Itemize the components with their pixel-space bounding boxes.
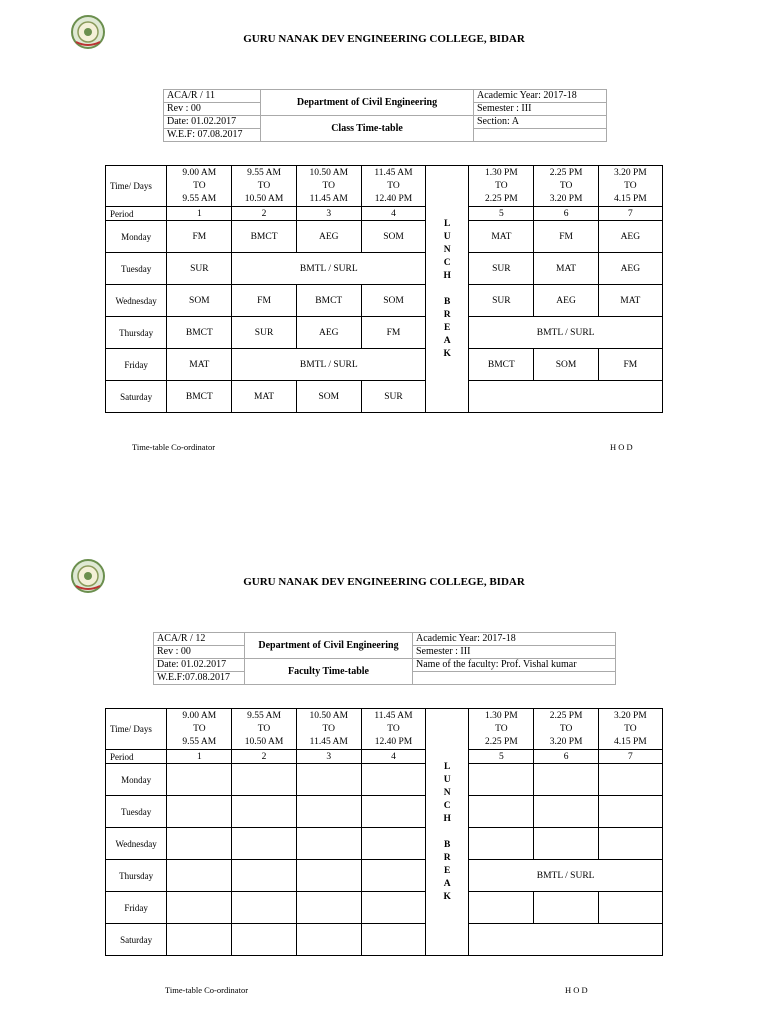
period-number: 4 [361, 207, 425, 221]
subject-cell: BMTL / SURL [469, 317, 663, 349]
lunch-letter: K [443, 891, 451, 902]
table-row [106, 221, 663, 253]
lunch-break-column [426, 166, 469, 413]
subject-cell [167, 796, 232, 828]
timetable-grid-2 [105, 708, 663, 956]
subject-cell [296, 892, 361, 924]
timetable-type: Class Time-table [261, 116, 474, 142]
lunch-letter: R [443, 852, 451, 863]
time-slot-line: TO [495, 180, 508, 191]
issue-date: Date: 01.02.2017 [154, 659, 245, 672]
subject-cell [534, 828, 598, 860]
day-label: Tuesday [106, 253, 167, 285]
subject-cell [469, 924, 663, 956]
time-slot-header [534, 166, 598, 207]
subject-cell: BMCT [232, 221, 296, 253]
period-number: 1 [167, 750, 232, 764]
subject-cell [534, 892, 598, 924]
time-slot-line: 2.25 PM [549, 710, 583, 721]
lunch-letter: E [443, 865, 451, 876]
hod-signature: H O D [610, 442, 633, 452]
time-slot-line: TO [193, 180, 206, 191]
header-table-2 [153, 632, 616, 685]
table-row [106, 285, 663, 317]
table-row [106, 828, 663, 860]
subject-cell [232, 796, 296, 828]
time-slot-line: 10.50 AM [309, 710, 349, 721]
time-slot-line: 3.20 PM [549, 193, 583, 204]
period-label: Period [106, 207, 167, 221]
time-slot-header [469, 709, 534, 750]
subject-cell [296, 924, 361, 956]
table-row [106, 764, 663, 796]
table-row [106, 924, 663, 956]
period-number: 6 [534, 207, 598, 221]
subject-cell: SUR [167, 253, 232, 285]
period-number: 1 [167, 207, 232, 221]
lunch-letter: K [443, 348, 451, 359]
period-number: 5 [469, 207, 534, 221]
period-number: 3 [296, 207, 361, 221]
time-slot-header [361, 709, 425, 750]
time-slot-line: 9.00 AM [182, 167, 217, 178]
revision: Rev : 00 [154, 646, 245, 659]
time-slot-line: 10.50 AM [309, 167, 349, 178]
lunch-letter: L [443, 761, 451, 772]
subject-cell [167, 892, 232, 924]
time-slot-line: 12.40 PM [374, 736, 413, 747]
subject-cell: SUR [232, 317, 296, 349]
day-label: Friday [106, 349, 167, 381]
timetable-grid-1 [105, 165, 663, 413]
subject-cell: SOM [361, 285, 425, 317]
time-slot-line: TO [624, 723, 637, 734]
table-row [106, 253, 663, 285]
table-row [106, 381, 663, 413]
section: Section: A [474, 116, 607, 129]
subject-cell [296, 796, 361, 828]
subject-cell: SUR [361, 381, 425, 413]
table-row [106, 796, 663, 828]
subject-cell [167, 764, 232, 796]
time-slot-line: 9.55 AM [182, 193, 217, 204]
subject-cell: MAT [598, 285, 662, 317]
day-label: Monday [106, 221, 167, 253]
subject-cell [469, 764, 534, 796]
period-number: 5 [469, 750, 534, 764]
subject-cell [232, 828, 296, 860]
lunch-letter: U [443, 231, 451, 242]
coordinator-signature: Time-table Co-ordinator [132, 442, 216, 452]
time-slot-line: TO [495, 723, 508, 734]
time-slot-header [598, 709, 662, 750]
header-table-1 [163, 89, 607, 142]
subject-cell: BMCT [167, 317, 232, 349]
subject-cell [361, 924, 425, 956]
period-number: 7 [598, 750, 662, 764]
subject-cell [534, 796, 598, 828]
lunch-letter [426, 283, 468, 296]
lunch-letter: L [443, 218, 451, 229]
subject-cell: AEG [598, 253, 662, 285]
subject-cell: MAT [232, 381, 296, 413]
department-name: Department of Civil Engineering [261, 90, 474, 116]
issue-date: Date: 01.02.2017 [164, 116, 261, 129]
subject-cell: FM [232, 285, 296, 317]
effective-date: W.E.F: 07.08.2017 [164, 129, 261, 142]
form-code: ACA/R / 11 [164, 90, 261, 103]
lunch-letter: H [443, 270, 451, 281]
table-row [106, 317, 663, 349]
lunch-letter: B [443, 296, 451, 307]
time-slot-line: 2.25 PM [484, 193, 518, 204]
table-row [106, 860, 663, 892]
time-slot-header [296, 709, 361, 750]
day-label: Wednesday [106, 828, 167, 860]
subject-cell [167, 828, 232, 860]
time-slot-line: TO [559, 180, 573, 191]
time-slot-line: 4.15 PM [613, 736, 647, 747]
subject-cell [361, 860, 425, 892]
day-label: Monday [106, 764, 167, 796]
time-slot-header [167, 166, 232, 207]
subject-cell: AEG [534, 285, 598, 317]
subject-cell: SOM [361, 221, 425, 253]
lunch-break-column [426, 709, 469, 956]
day-label: Friday [106, 892, 167, 924]
subject-cell [296, 828, 361, 860]
subject-cell [232, 860, 296, 892]
period-number: 2 [232, 207, 296, 221]
period-number: 4 [361, 750, 425, 764]
subject-cell [469, 892, 534, 924]
time-slot-line: 3.20 PM [613, 167, 647, 178]
lunch-letter: C [443, 800, 451, 811]
subject-cell: FM [534, 221, 598, 253]
time-slot-line: TO [322, 723, 336, 734]
day-label: Saturday [106, 381, 167, 413]
day-label: Wednesday [106, 285, 167, 317]
subject-cell [469, 828, 534, 860]
academic-year: Academic Year: 2017-18 [474, 90, 607, 103]
subject-cell: AEG [296, 221, 361, 253]
semester: Semester : III [474, 103, 607, 116]
subject-cell: SOM [296, 381, 361, 413]
subject-cell: MAT [469, 221, 534, 253]
table-row [106, 892, 663, 924]
period-number: 3 [296, 750, 361, 764]
lunch-letter: U [443, 774, 451, 785]
period-label: Period [106, 750, 167, 764]
subject-cell [361, 892, 425, 924]
time-slot-line: 1.30 PM [484, 710, 518, 721]
time-slot-line: 2.25 PM [549, 167, 583, 178]
lunch-letter: B [443, 839, 451, 850]
hod-signature: H O D [565, 985, 588, 995]
department-name: Department of Civil Engineering [245, 633, 413, 659]
subject-cell [232, 892, 296, 924]
subject-cell: MAT [167, 349, 232, 381]
subject-cell: BMTL / SURL [232, 349, 426, 381]
time-slot-line: 11.45 AM [309, 193, 348, 204]
revision: Rev : 00 [164, 103, 261, 116]
time-slot-line: TO [624, 180, 637, 191]
subject-cell: SOM [167, 285, 232, 317]
subject-cell: SUR [469, 253, 534, 285]
academic-year: Academic Year: 2017-18 [413, 633, 616, 646]
subject-cell [469, 796, 534, 828]
subject-cell: BMCT [469, 349, 534, 381]
time-slot-header [598, 166, 662, 207]
time-slot-line: 11.45 AM [374, 167, 413, 178]
lunch-letter: C [443, 257, 451, 268]
time-slot-header [167, 709, 232, 750]
subject-cell: SOM [534, 349, 598, 381]
time-slot-line: 3.20 PM [549, 736, 583, 747]
day-label: Tuesday [106, 796, 167, 828]
time-slot-line: TO [322, 180, 336, 191]
college-title: GURU NANAK DEV ENGINEERING COLLEGE, BIDAR [243, 576, 525, 588]
faculty-name: Name of the faculty: Prof. Vishal kumar [413, 659, 616, 672]
effective-date: W.E.F:07.08.2017 [154, 672, 245, 685]
time-slot-header [296, 166, 361, 207]
subject-cell [598, 796, 662, 828]
subject-cell [296, 764, 361, 796]
subject-cell [361, 828, 425, 860]
lunch-letter: A [443, 878, 451, 889]
time-slot-header [469, 166, 534, 207]
time-slot-line: 9.55 AM [247, 710, 281, 721]
subject-cell: FM [167, 221, 232, 253]
period-number: 2 [232, 750, 296, 764]
time-slot-line: 3.20 PM [613, 710, 647, 721]
subject-cell: MAT [534, 253, 598, 285]
timetable-type: Faculty Time-table [245, 659, 413, 685]
time-slot-line: TO [387, 180, 400, 191]
time-slot-line: 9.55 AM [247, 167, 281, 178]
period-number: 6 [534, 750, 598, 764]
subject-cell: FM [598, 349, 662, 381]
time-slot-line: 11.45 AM [309, 736, 348, 747]
subject-cell: BMTL / SURL [232, 253, 426, 285]
subject-cell: BMCT [167, 381, 232, 413]
time-slot-line: 11.45 AM [374, 710, 413, 721]
time-slot-line: TO [387, 723, 400, 734]
time-slot-line: TO [257, 723, 271, 734]
subject-cell: BMCT [296, 285, 361, 317]
subject-cell [167, 924, 232, 956]
semester: Semester : III [413, 646, 616, 659]
time-slot-line: 12.40 PM [374, 193, 413, 204]
lunch-letter: E [443, 322, 451, 333]
lunch-letter: H [443, 813, 451, 824]
subject-cell: SUR [469, 285, 534, 317]
subject-cell [469, 381, 663, 413]
time-slot-line: TO [257, 180, 271, 191]
time-slot-line: 9.00 AM [182, 710, 217, 721]
subject-cell [534, 764, 598, 796]
period-number: 7 [598, 207, 662, 221]
time-days-header: Time/ Days [106, 166, 167, 207]
time-slot-line: 9.55 AM [182, 736, 217, 747]
subject-cell [598, 764, 662, 796]
subject-cell: BMTL / SURL [469, 860, 663, 892]
subject-cell: AEG [598, 221, 662, 253]
subject-cell: AEG [296, 317, 361, 349]
time-slot-header [361, 166, 425, 207]
time-slot-header [534, 709, 598, 750]
time-slot-line: TO [193, 723, 206, 734]
day-label: Saturday [106, 924, 167, 956]
lunch-letter: N [443, 787, 451, 798]
subject-cell [296, 860, 361, 892]
college-title: GURU NANAK DEV ENGINEERING COLLEGE, BIDAR [243, 33, 525, 45]
table-row [106, 349, 663, 381]
subject-cell [167, 860, 232, 892]
time-slot-line: 10.50 AM [244, 736, 284, 747]
day-label: Thursday [106, 317, 167, 349]
time-slot-line: 4.15 PM [613, 193, 647, 204]
time-slot-line: 10.50 AM [244, 193, 284, 204]
subject-cell [598, 828, 662, 860]
lunch-letter: N [443, 244, 451, 255]
lunch-letter [426, 826, 468, 839]
subject-cell: FM [361, 317, 425, 349]
time-slot-line: 1.30 PM [484, 167, 518, 178]
lunch-letter: R [443, 309, 451, 320]
coordinator-signature: Time-table Co-ordinator [165, 985, 249, 995]
subject-cell [232, 924, 296, 956]
day-label: Thursday [106, 860, 167, 892]
time-days-header: Time/ Days [106, 709, 167, 750]
subject-cell [361, 764, 425, 796]
subject-cell [232, 764, 296, 796]
form-code: ACA/R / 12 [154, 633, 245, 646]
subject-cell [361, 796, 425, 828]
lunch-letter: A [443, 335, 451, 346]
time-slot-line: TO [559, 723, 573, 734]
time-slot-header [232, 709, 296, 750]
subject-cell [598, 892, 662, 924]
time-slot-header [232, 166, 296, 207]
time-slot-line: 2.25 PM [484, 736, 518, 747]
